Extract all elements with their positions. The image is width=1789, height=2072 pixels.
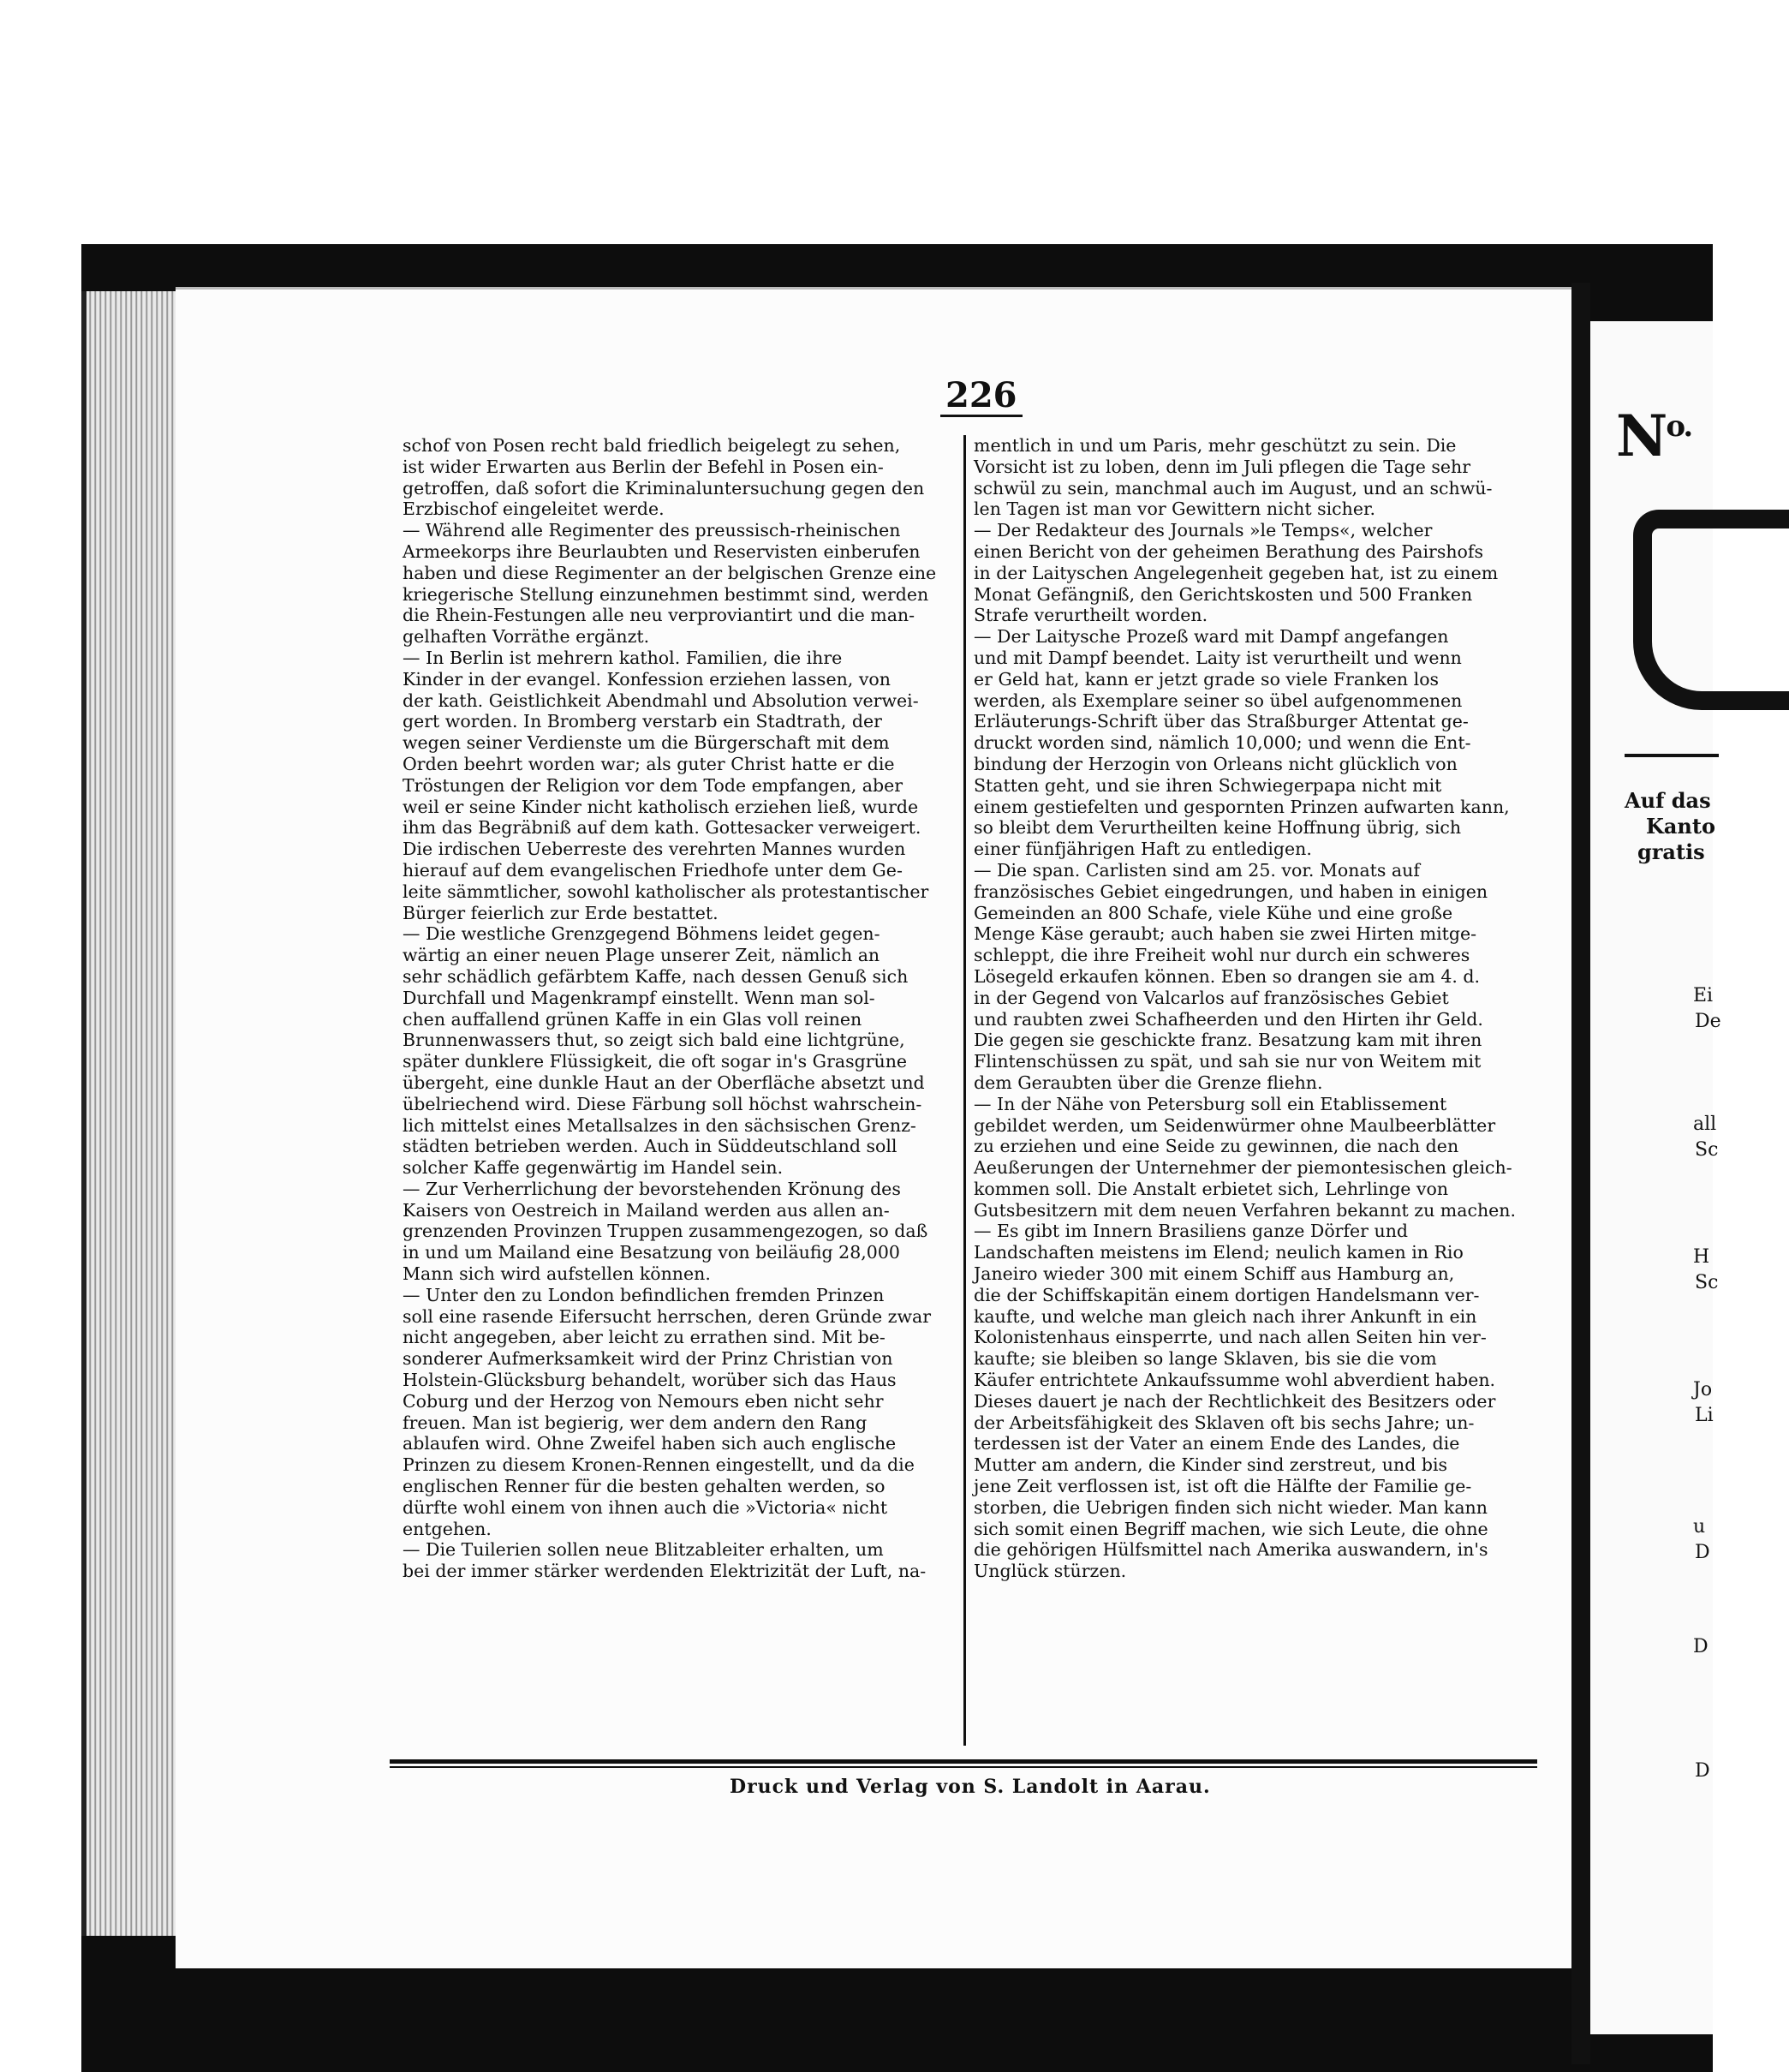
facing-number-suffix: o.	[1666, 409, 1692, 444]
facing-margin-fragment: Ei	[1693, 985, 1714, 1006]
text-line: in und um Mailand eine Besatzung von beiläufig 28,000	[403, 1242, 900, 1263]
text-line: schof von Posen recht bald friedlich beigelegt zu sehen,	[403, 435, 901, 456]
text-line: — Unter den zu London befindlichen fremden Prinzen	[403, 1284, 885, 1305]
text-line: wegen seiner Verdienste um die Bürgerschaft mit dem	[403, 732, 890, 754]
text-line: chen auffallend grünen Kaffe in ein Glas voll reinen	[403, 1008, 862, 1030]
text-line: Landschaften meistens im Elend; neulich kamen in Rio	[974, 1242, 1464, 1263]
text-line: sich somit einen Begriff machen, wie sich Leute, die ohne	[974, 1518, 1488, 1539]
text-line: getroffen, daß sofort die Kriminaluntersuchung gegen den	[403, 477, 925, 499]
text-line: sehr schädlich gefärbtem Kaffe, nach dessen Genuß sich	[403, 965, 909, 987]
facing-margin-fragment: Jo	[1693, 1379, 1713, 1400]
text-line: gelhaften Vorräthe ergänzt.	[403, 626, 650, 648]
text-line: Erzbischof eingeleitet werde.	[403, 499, 665, 520]
bottom-rule	[390, 1759, 1537, 1764]
text-line: werden, als Exemplare seiner so übel aufgenommenen	[974, 690, 1463, 711]
text-line: dürfte wohl einem von ihnen auch die »Victoria« nicht	[403, 1496, 888, 1518]
text-line: bei der immer stärker werdenden Elektrizität der Luft, na-	[403, 1561, 927, 1582]
text-line: Kaisers von Oestreich in Mailand werden aus allen an-	[403, 1199, 890, 1221]
text-line: in der Gegend von Valcarlos auf französisches Gebiet	[974, 987, 1449, 1008]
facing-header-line: Auf das	[1625, 788, 1711, 813]
text-line: freuen. Man ist begierig, wer dem andern den Rang	[403, 1412, 868, 1433]
text-line: jene Zeit verflossen ist, ist oft die Hälfte der Familie ge-	[974, 1476, 1472, 1497]
text-line: ihm das Begräbniß auf dem kath. Gottesacker verweigert.	[403, 817, 921, 839]
text-line: sonderer Aufmerksamkeit wird der Prinz Christian von	[403, 1348, 893, 1370]
text-line: — Während alle Regimenter des preussisch-rheinischen	[403, 520, 901, 541]
facing-masthead-letter	[1633, 510, 1789, 710]
facing-margin-fragment: Sc	[1695, 1272, 1719, 1293]
text-line: hierauf auf dem evangelischen Friedhofe unter dem Ge-	[403, 859, 903, 881]
text-line: — Die westliche Grenzgegend Böhmens leidet gegen-	[403, 923, 880, 945]
text-line: der kath. Geistlichkeit Abendmahl und Absolution verwei-	[403, 690, 919, 711]
text-line: schleppt, die ihre Freiheit wohl nur durch ein schweres	[974, 945, 1470, 966]
text-line: Lösegeld erkaufen können. Eben so drangen sie am 4. d.	[974, 965, 1481, 987]
text-line: — Die Tuilerien sollen neue Blitzableiter erhalten, um	[403, 1539, 884, 1561]
text-line: der Arbeitsfähigkeit des Sklaven oft bis sechs Jahre; un-	[974, 1412, 1475, 1433]
right-column	[974, 435, 1529, 1582]
text-line: Janeiro wieder 300 mit einem Schiff aus Hamburg an,	[974, 1263, 1455, 1285]
imprint: Druck und Verlag von S. Landolt in Aarau.	[730, 1776, 1211, 1798]
text-line: Unglück stürzen.	[974, 1561, 1127, 1582]
text-line: grenzenden Provinzen Truppen zusammengezogen, so daß	[403, 1221, 928, 1242]
text-line: bindung der Herzogin von Orleans nicht glücklich von	[974, 753, 1458, 774]
text-line: Mutter am andern, die Kinder sind zerstreut, und bis	[974, 1454, 1448, 1476]
facing-margin-fragment: De	[1695, 1011, 1721, 1032]
text-line: dem Geraubten über die Grenze fliehn.	[974, 1072, 1323, 1093]
facing-margin-fragment: all	[1693, 1114, 1717, 1135]
text-line: später dunklere Flüssigkeit, die oft sogar in's Grasgrüne	[403, 1051, 908, 1072]
text-line: Holstein-Glücksburg behandelt, worüber sich das Haus	[403, 1370, 897, 1391]
text-line: Aeußerungen der Unternehmer der piemontesischen gleich-	[974, 1157, 1512, 1179]
text-line: lich mittelst eines Metallsalzes in den sächsischen Grenz-	[403, 1114, 916, 1136]
text-line: druckt worden sind, nämlich 10,000; und wenn die Ent-	[974, 732, 1471, 754]
text-line: weil er seine Kinder nicht katholisch erziehen ließ, wurde	[403, 796, 919, 817]
text-line: einen Bericht von der geheimen Berathung des Pairshofs	[974, 540, 1484, 562]
text-line: einer fünfjährigen Haft zu entledigen.	[974, 839, 1312, 860]
text-line: Durchfall und Magenkrampf einstellt. Wenn man sol-	[403, 987, 875, 1008]
text-line: nicht angegeben, aber leicht zu errathen sind. Mit be-	[403, 1327, 886, 1348]
text-line: in der Laityschen Angelegenheit gegeben hat, ist zu einem	[974, 562, 1499, 583]
text-line: Monat Gefängniß, den Gerichtskosten und 500 Franken	[974, 583, 1473, 605]
text-line: — Der Redakteur des Journals »le Temps«, welcher	[974, 520, 1433, 541]
facing-margin-fragment: D	[1693, 1636, 1708, 1657]
text-line: Die irdischen Ueberreste des verehrten Mannes wurden	[403, 839, 906, 860]
text-line: schwül zu sein, manchmal auch im August, und an schwü-	[974, 477, 1493, 499]
facing-number-prefix: N	[1616, 403, 1667, 469]
page-number: 226	[940, 377, 1023, 417]
facing-margin-fragment: u	[1693, 1516, 1706, 1538]
text-line: Armeekorps ihre Beurlaubten und Reservisten einberufen	[403, 540, 921, 562]
text-line: englischen Renner für die besten gehalten werden, so	[403, 1476, 886, 1497]
text-line: Statten geht, und sie ihren Schwiegerpapa nicht mit	[974, 774, 1442, 796]
text-line: Kinder in der evangel. Konfession erziehen lassen, von	[403, 668, 891, 690]
text-line: gert worden. In Bromberg verstarb ein Stadtrath, der	[403, 711, 882, 732]
text-line: übergeht, eine dunkle Haut an der Oberfläche absetzt und	[403, 1072, 925, 1093]
text-line: Erläuterungs-Schrift über das Straßburger Attentat ge-	[974, 711, 1469, 732]
text-line: kaufte, und welche man gleich nach ihrer Ankunft in ein	[974, 1305, 1477, 1327]
text-line: — In der Nähe von Petersburg soll ein Etablissement	[974, 1093, 1447, 1114]
text-line: haben und diese Regimenter an der belgischen Grenze eine	[403, 562, 937, 583]
text-line: Strafe verurtheilt worden.	[974, 605, 1208, 626]
facing-margin-fragment: D	[1695, 1542, 1710, 1563]
text-line: len Tagen ist man vor Gewittern nicht sicher.	[974, 499, 1376, 520]
text-line: — In Berlin ist mehrern kathol. Familien, die ihre	[403, 647, 843, 668]
text-line: Die gegen sie geschickte franz. Besatzung kam mit ihren	[974, 1030, 1482, 1051]
text-line: storben, die Uebrigen finden sich nicht wieder. Man kann	[974, 1496, 1488, 1518]
text-line: und raubten zwei Schafheerden und den Hirten ihr Geld.	[974, 1008, 1483, 1030]
text-line: Menge Käse geraubt; auch haben sie zwei Hirten mitge-	[974, 923, 1477, 945]
facing-margin-fragment: H	[1693, 1246, 1710, 1268]
text-line: einem gestiefelten und gespornten Prinzen aufwarten kann,	[974, 796, 1510, 817]
text-line: Flintenschüssen zu spät, und sah sie nur von Weitem mit	[974, 1051, 1482, 1072]
text-line: — Es gibt im Innern Brasiliens ganze Dörfer und	[974, 1221, 1409, 1242]
text-line: kriegerische Stellung einzunehmen bestimmt sind, werden	[403, 583, 929, 605]
text-line: Gutsbesitzern mit dem neuen Verfahren bekannt zu machen.	[974, 1199, 1516, 1221]
text-line: Orden beehrt worden war; als guter Christ hatte er die	[403, 753, 895, 774]
facing-header-line: gratis	[1637, 839, 1705, 864]
text-line: mentlich in und um Paris, mehr geschützt zu sein. Die	[974, 435, 1457, 456]
text-line: terdessen ist der Vater an einem Ende des Landes, die	[974, 1433, 1460, 1454]
text-line: Coburg und der Herzog von Nemours eben nicht sehr	[403, 1390, 884, 1412]
text-line: — Die span. Carlisten sind am 25. vor. Monats auf	[974, 859, 1420, 881]
column-divider	[963, 435, 966, 1746]
text-line: kommen soll. Die Anstalt erbietet sich, Lehrlinge von	[974, 1178, 1449, 1199]
facing-margin-fragment: D	[1695, 1760, 1710, 1782]
text-line: Mann sich wird aufstellen können.	[403, 1263, 711, 1285]
facing-margin-fragment: Li	[1695, 1405, 1714, 1426]
text-line: wärtig an einer neuen Plage unserer Zeit, nämlich an	[403, 945, 880, 966]
text-line: Käufer entrichtete Ankaufssumme wohl abverdient haben.	[974, 1370, 1496, 1391]
book-spine	[1571, 283, 1590, 2064]
text-line: Gemeinden an 800 Schafe, viele Kühe und eine große	[974, 902, 1453, 923]
text-line: soll eine rasende Eifersucht herrschen, deren Gründe zwar	[403, 1305, 932, 1327]
text-line: Brunnenwassers thut, so zeigt sich bald eine lichtgrüne,	[403, 1030, 905, 1051]
text-line: zu erziehen und eine Seide zu gewinnen, die nach den	[974, 1136, 1459, 1157]
text-line: er Geld hat, kann er jetzt grade so viele Franken los	[974, 668, 1440, 690]
text-line: Tröstungen der Religion vor dem Tode empfangen, aber	[403, 774, 903, 796]
text-line: solcher Kaffe gegenwärtig im Handel sein.	[403, 1157, 784, 1179]
facing-margin-fragment: Sc	[1695, 1139, 1719, 1161]
text-line: — Der Laitysche Prozeß ward mit Dampf angefangen	[974, 626, 1449, 648]
facing-header-line: Kanto	[1646, 814, 1715, 839]
text-line: ablaufen wird. Ohne Zweifel haben sich auch englische	[403, 1433, 897, 1454]
text-line: übelriechend wird. Diese Färbung soll höchst wahrschein-	[403, 1093, 922, 1114]
text-line: Bürger feierlich zur Erde bestattet.	[403, 902, 719, 923]
book-page-edges	[81, 291, 189, 1936]
text-line: — Zur Verherrlichung der bevorstehenden Krönung des	[403, 1178, 901, 1199]
text-line: Prinzen zu diesem Kronen-Rennen eingestellt, und da die	[403, 1454, 915, 1476]
facing-rule	[1625, 754, 1719, 757]
text-line: kaufte; sie bleiben so lange Sklaven, bis sie die vom	[974, 1348, 1437, 1370]
text-line: Dieses dauert je nach der Rechtlichkeit des Besitzers oder	[974, 1390, 1496, 1412]
text-line: entgehen.	[403, 1518, 492, 1539]
text-line: die Rhein-Festungen alle neu verproviantirt und die man-	[403, 605, 915, 626]
text-line: die der Schiffskapitän einem dortigen Handelsmann ver-	[974, 1284, 1480, 1305]
text-line: französisches Gebiet eingedrungen, und haben in einigen	[974, 881, 1488, 902]
text-line: städten betrieben werden. Auch in Süddeutschland soll	[403, 1136, 897, 1157]
text-line: Kolonistenhaus einsperrte, und nach allen Seiten hin ver-	[974, 1327, 1487, 1348]
text-line: ist wider Erwarten aus Berlin der Befehl in Posen ein-	[403, 456, 884, 477]
text-line: Vorsicht ist zu loben, denn im Juli pflegen die Tage sehr	[974, 456, 1471, 477]
left-column	[403, 435, 957, 1582]
text-line: die gehörigen Hülfsmittel nach Amerika auswandern, in's	[974, 1539, 1488, 1561]
text-line: leite sämmtlicher, sowohl katholischer als protestantischer	[403, 881, 929, 902]
facing-page	[1590, 321, 1721, 2034]
facing-issue-number	[1616, 403, 1691, 469]
text-line: gebildet werden, um Seidenwürmer ohne Maulbeerblätter	[974, 1114, 1496, 1136]
text-line: und mit Dampf beendet. Laity ist verurtheilt und wenn	[974, 647, 1462, 668]
text-line: so bleibt dem Verurtheilten keine Hoffnung übrig, sich	[974, 817, 1462, 839]
bottom-rule-thin	[390, 1766, 1537, 1768]
